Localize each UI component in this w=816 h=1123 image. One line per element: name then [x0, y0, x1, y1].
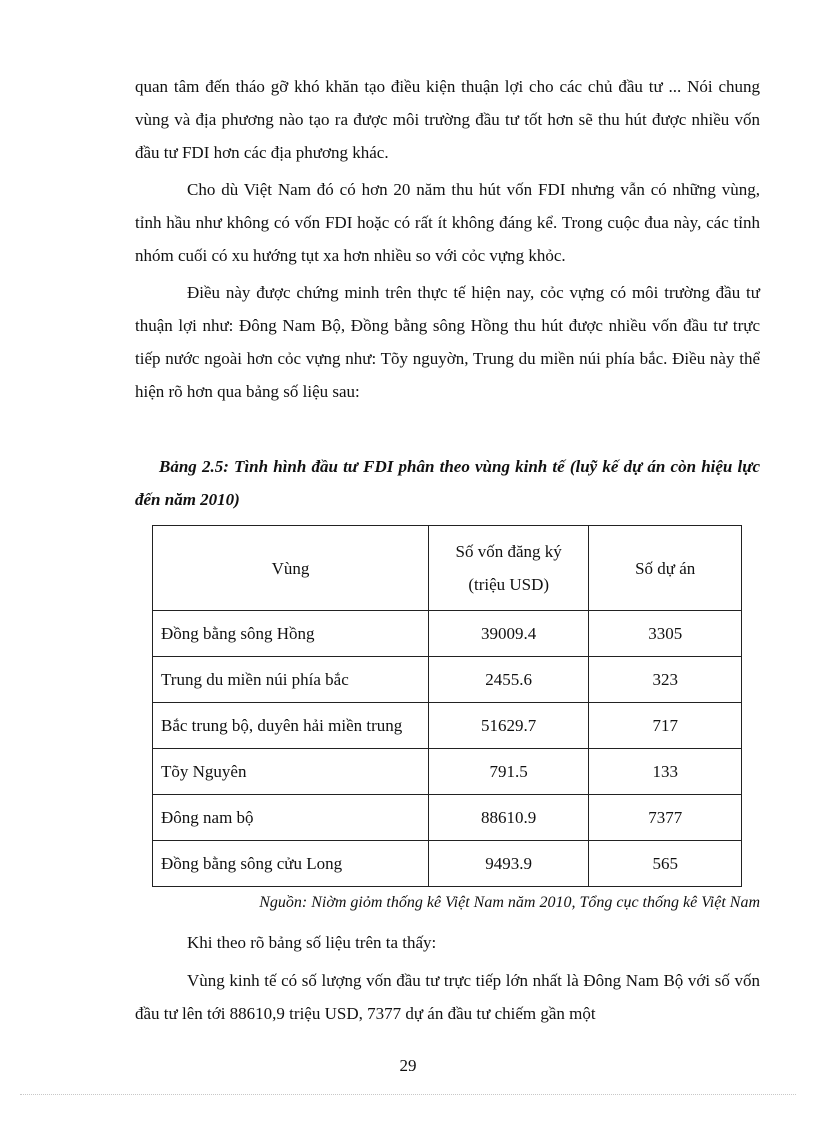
cell-projects: 717 [589, 703, 742, 749]
table-row [153, 611, 742, 657]
cell-region: Trung du miền núi phía bắc [153, 657, 429, 703]
paragraph-intro-continuation: quan tâm đến tháo gỡ khó khăn tạo điều kiện thuận lợi cho các chủ đầu tư ... Nói chung vùng và địa phương nào tạo ra được môi trường đầu tư tốt hơn sẽ thu hút được nhiều vốn đầu tư FDI hơn các địa phương khác. [135, 77, 760, 162]
table-caption: Bảng 2.5: Tình hình đầu tư FDI phân theo vùng kinh tế (luỹ kế dự án còn hiệu lực đến năm 2010) [135, 457, 760, 509]
cell-region: Đồng bằng sông Hồng [153, 611, 429, 657]
cell-capital: 39009.4 [428, 611, 588, 657]
table-row [153, 841, 742, 887]
page-bottom-divider [20, 1094, 796, 1095]
header-project-count: Số dự án [589, 526, 742, 611]
cell-projects: 565 [589, 841, 742, 887]
table-header-row [153, 526, 742, 611]
paragraph-table-reading: Khi theo rõ bảng số liệu trên ta thấy: [187, 933, 437, 952]
fdi-by-region-table [152, 525, 742, 887]
paragraph-southeast-analysis: Vùng kinh tế có số lượng vốn đầu tư trực tiếp lớn nhất là Đông Nam Bộ với số vốn đầu tư lên tới 88610,9 triệu USD, 7377 dự án đầu tư chiếm gần một [135, 971, 760, 1023]
paragraph-regional-evidence: Điều này được chứng minh trên thực tế hiện nay, cỏc vựng có môi trường đầu tư thuận lợi như: Đông Nam Bộ, Đồng bằng sông Hồng thu hút được nhiều vốn đầu tư trực tiếp nước ngoài hơn cỏc vựng như: Tõy nguyờn, Trung du miền núi phía bắc. Điều này thể hiện rõ hơn qua bảng số liệu sau: [135, 283, 760, 401]
cell-projects: 7377 [589, 795, 742, 841]
table-row [153, 795, 742, 841]
cell-projects: 323 [589, 657, 742, 703]
cell-capital: 88610.9 [428, 795, 588, 841]
cell-projects: 3305 [589, 611, 742, 657]
cell-capital: 791.5 [428, 749, 588, 795]
cell-region: Đông nam bộ [153, 795, 429, 841]
page-number: 29 [399, 1056, 417, 1075]
cell-region: Đồng bằng sông cửu Long [153, 841, 429, 887]
header-region: Vùng [153, 526, 429, 611]
table-source-note: Nguồn: Niờm giỏm thống kê Việt Nam năm 2010, Tổng cục thống kê Việt Nam [259, 894, 760, 911]
cell-region: Tõy Nguyên [153, 749, 429, 795]
cell-projects: 133 [589, 749, 742, 795]
table-row [153, 703, 742, 749]
table-row [153, 749, 742, 795]
cell-region: Bắc trung bộ, duyên hải miền trung [153, 703, 429, 749]
cell-capital: 2455.6 [428, 657, 588, 703]
paragraph-fdi-disparity: Cho dù Việt Nam đó có hơn 20 năm thu hút vốn FDI nhưng vẫn có những vùng, tỉnh hầu như không có vốn FDI hoặc có rất ít không đáng kể. Trong cuộc đua này, các tỉnh nhóm cuối có xu hướng tụt xa hơn nhiều so với cỏc vựng khỏc. [135, 180, 760, 265]
cell-capital: 9493.9 [428, 841, 588, 887]
header-registered-capital: Số vốn đăng ký (triệu USD) [428, 526, 588, 611]
cell-capital: 51629.7 [428, 703, 588, 749]
table-row [153, 657, 742, 703]
